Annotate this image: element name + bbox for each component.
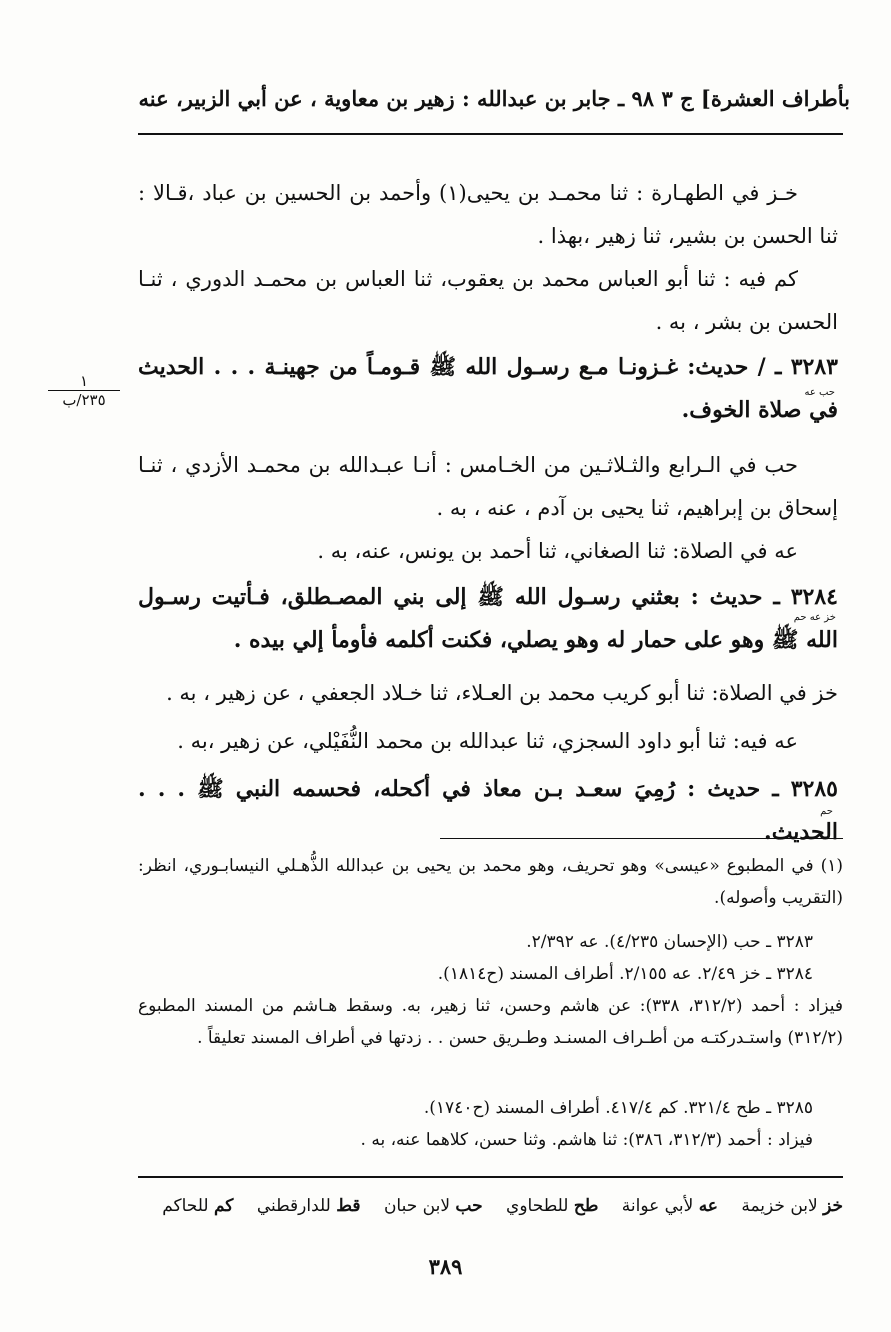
margin-note-top: ١ bbox=[48, 372, 120, 391]
page-number: ٣٨٩ bbox=[428, 1254, 463, 1279]
sigla-3285: حم bbox=[820, 806, 833, 817]
legend-item: طح للطحاوي bbox=[506, 1196, 599, 1216]
hadith-3285: ٣٢٨٥ ـ حديث : رُمِيَ سعـد بـن معاذ في أكحله، فحسمه النبي ﷺ . . . الحديث. bbox=[138, 776, 838, 845]
legend-rule bbox=[138, 1176, 843, 1178]
legend-item: عه لأبي عوانة bbox=[621, 1196, 718, 1216]
footnote-3284-addition: فيزاد : أحمد (٣١٢/٢، ٣٣٨): عن هاشم وحسن، ثنا زهير، به. وسقط هـاشم من المسند المطبوع (٣١٢/٢) واستـدركتـه من أطـراف المسنـد وطـريق حسن . . زدتها في أطراف المسند تعليقاً . bbox=[138, 996, 844, 1048]
hadith-3283: ٣٢٨٣ ـ / حديث: غـزونـا مـع رسـول الله ﷺ قـومـاً من جهينـة . . . الحديث في صلاة الخوف. bbox=[138, 354, 838, 423]
header-rule bbox=[138, 133, 843, 135]
margin-folio-note bbox=[48, 372, 120, 409]
running-header bbox=[138, 86, 850, 126]
footnote-3283: ٣٢٨٣ ـ حب (الإحسان ٤/٢٣٥). عه ٢/٣٩٢. bbox=[526, 932, 813, 952]
sigla-3284: خز عه حم bbox=[793, 612, 836, 623]
paragraph-kam: كم فيه : ثنا أبو العباس محمد بن يعقوب، ثنا العباس بن محمـد الدوري ، ثنـا الحسن بن بشر ، به . bbox=[138, 267, 838, 334]
legend-item: خز لابن خزيمة bbox=[741, 1196, 843, 1216]
paragraph-awana-2: عه فيه: ثنا أبو داود السجزي، ثنا عبدالله بن محمد النُّفَيْلي، عن زهير ،به . bbox=[177, 729, 798, 753]
hadith-3284: ٣٢٨٤ ـ حديث : بعثني رسـول الله ﷺ إلى بني المصـطلق، فـأتيت رسـول الله ﷺ وهو على حمار له وهو يصلي، فكنت أكلمه فأومأ إلي بيده . bbox=[138, 584, 838, 653]
footnote-3285-addition: فيزاد : أحمد (٣١٢/٣، ٣٨٦): ثنا هاشم. وثنا حسن، كلاهما عنه، به . bbox=[360, 1130, 813, 1150]
paragraph-awana: عه في الصلاة: ثنا الصغاني، ثنا أحمد بن يونس، عنه، به . bbox=[317, 539, 798, 563]
header-volume: بأطراف العشرة] ج ٣ bbox=[661, 86, 850, 111]
paragraph-hibban: حب في الـرابع والثـلاثـين من الخـامس : أنـا عبـدالله بن محمـد الأزدي ، ثنـا إسحاق بن إبراهيم، ثنا يحيى بن آدم ، عنه ، به . bbox=[138, 453, 838, 520]
footnote-3284: ٣٢٨٤ ـ خز ٢/٤٩. عه ٢/١٥٥. أطراف المسند (ح١٨١٤). bbox=[437, 964, 813, 984]
abbreviation-legend bbox=[138, 1196, 843, 1216]
margin-note-bottom: ٢٣٥/ب bbox=[62, 391, 106, 409]
legend-item: قط للدارقطني bbox=[256, 1196, 361, 1216]
sigla-3283: حب عه bbox=[804, 387, 835, 398]
footnote-rule bbox=[440, 838, 843, 839]
footnote-1: (١) في المطبوع «عيسى» وهو تحريف، وهو محمد بن يحيى بن عبدالله الذُّهـلي النيسابـوري، انظر: (التقريب وأصوله). bbox=[138, 856, 843, 908]
paragraph-khuz-salat: خز في الصلاة: ثنا أبو كريب محمد بن العـلاء، ثنا خـلاد الجعفي ، عن زهير ، به . bbox=[166, 681, 838, 705]
legend-item: كم للحاكم bbox=[162, 1196, 234, 1216]
legend-item: حب لابن حبان bbox=[383, 1196, 483, 1216]
footnote-3285: ٣٢٨٥ ـ طح ٣٢١/٤. كم ٤١٧/٤. أطراف المسند (ح١٧٤٠). bbox=[423, 1098, 813, 1118]
paragraph-khuz-tahara: خـز في الطهـارة : ثنا محمـد بن يحيى(١) وأحمد بن الحسين بن عباد ،قـالا : ثنا الحسن بن بشير، ثنا زهير ،بهذا . bbox=[138, 181, 838, 248]
header-chapter: ٩٨ ـ جابر بن عبدالله : زهير بن معاوية ، عن أبي الزبير، عنه bbox=[138, 86, 654, 111]
